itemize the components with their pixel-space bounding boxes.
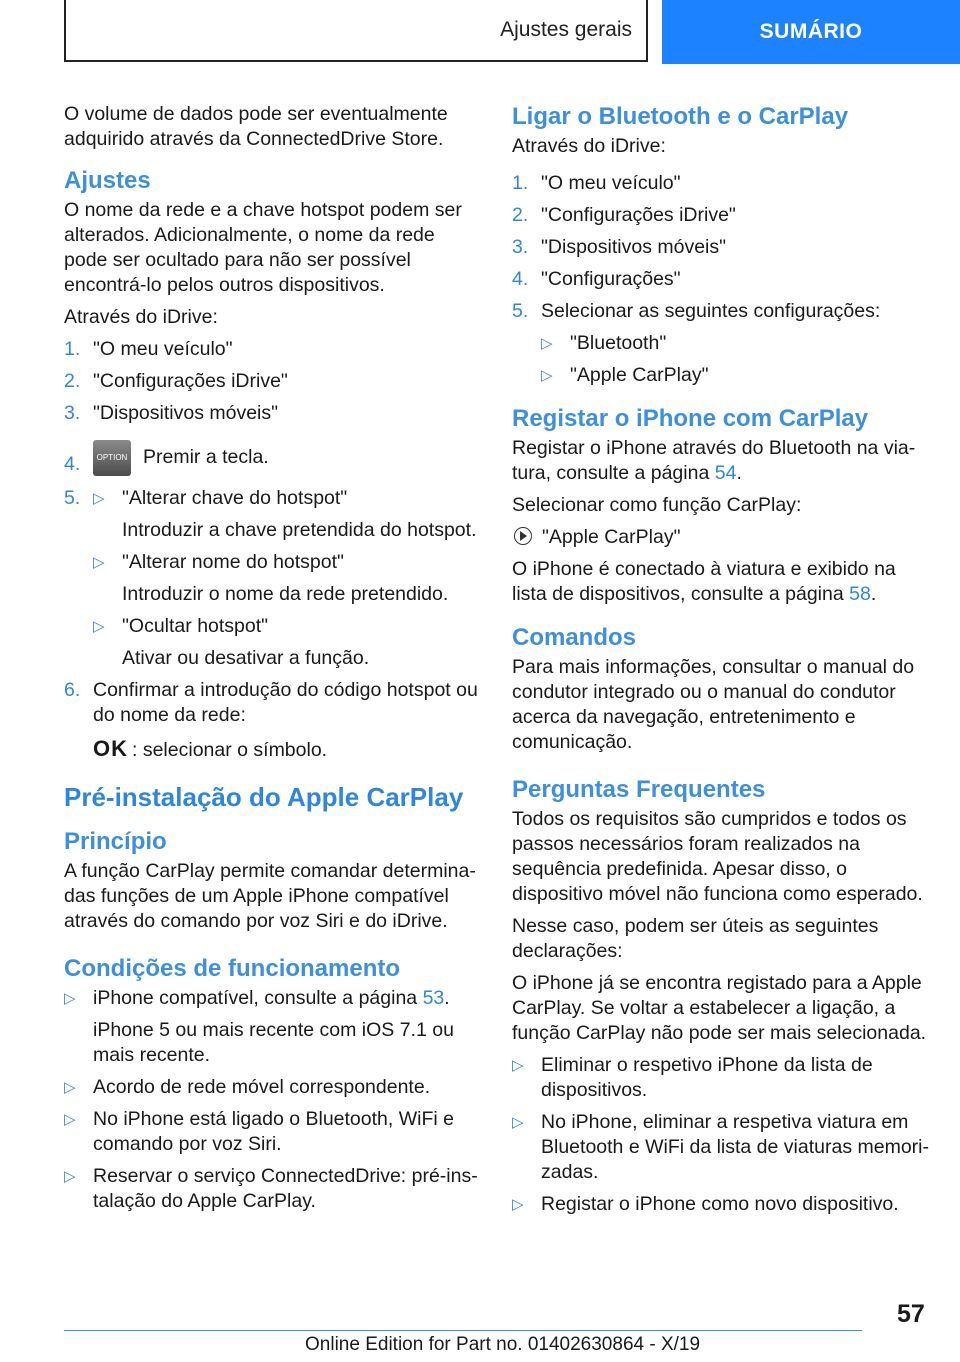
step5-options	[541, 331, 930, 388]
heading-ligar-bluetooth: Ligar o Bluetooth e o CarPlay	[512, 103, 849, 130]
triangle-bullet-icon: ▷	[512, 1057, 524, 1074]
right-column	[512, 102, 930, 1224]
triangle-bullet-icon: ▷	[64, 1079, 76, 1096]
footer-edition: Online Edition for Part no. 01402630864 - X/19	[305, 1334, 701, 1355]
ajustes-paragraph: O nome da rede e a chave hotspot podem ser alterados. Adicionalmente, o nome da rede pode ser ocultado para não ser possível encontrá-lo pelos outros dispositivos.	[64, 199, 462, 296]
heading-perguntas-frequentes: Perguntas Frequentes	[512, 776, 766, 803]
faq-list	[512, 1053, 930, 1217]
heading-registar-iphone: Registar o iPhone com CarPlay	[512, 405, 869, 432]
via-idrive: Através do iDrive:	[64, 306, 218, 328]
selecionar-funcao: Selecionar como função CarPlay:	[512, 494, 802, 516]
triangle-bullet-icon: ▷	[93, 618, 105, 635]
summary-link[interactable]	[662, 0, 960, 64]
list-item: ▷ Registar o iPhone como novo dispositivo.	[512, 1193, 899, 1215]
ok-icon: OK	[93, 736, 128, 761]
page-link-58[interactable]: 58	[849, 583, 871, 605]
list-item: 4. OPTION Premir a tecla.	[64, 440, 479, 476]
principio-paragraph: A função CarPlay permite comandar determinadas funções de um Apple iPhone compatível através do comando por voz Siri e do iDrive.	[64, 860, 476, 932]
triangle-bullet-icon: ▷	[541, 335, 553, 352]
triangle-bullet-icon: ▷	[93, 490, 105, 507]
faq-paragraph-2: Nesse caso, podem ser úteis as seguintes declarações:	[512, 915, 879, 962]
list-item: 2. "Configurações iDrive"	[64, 370, 288, 392]
triangle-bullet-icon: ▷	[512, 1196, 524, 1213]
section-title: Ajustes gerais	[500, 18, 632, 41]
heading-principio: Princípio	[64, 828, 167, 855]
bluetooth-steps	[512, 171, 930, 388]
comandos-paragraph: Para mais informações, consultar o manual do condutor integrado ou o manual do condutor acerca da navegação, entretenimento e comunicação.	[512, 656, 915, 753]
faq-paragraph-1: Todos os requisitos são cumpridos e todos os passos necessários foram realizados na sequência predefinida. Apesar disso, o dispositivo móvel não funciona como esperado.	[512, 808, 923, 905]
triangle-bullet-icon: ▷	[541, 367, 553, 384]
list-item: ▷ Eliminar o respetivo iPhone da lista de dispositivos.	[512, 1054, 873, 1101]
condicoes-list	[64, 986, 479, 1214]
page-link-53[interactable]: 53	[422, 987, 445, 1009]
conectado-paragraph: O iPhone é conectado à viatura e exibido na lista de dispositivos, consulte a página 58.	[512, 558, 896, 605]
triangle-bullet-icon: ▷	[93, 554, 105, 571]
left-column	[64, 102, 479, 1221]
list-item: 3. "Dispositivos móveis"	[512, 236, 727, 258]
list-item: 5. ▷ "Alterar chave do hotspot" Introduzir a chave pretendida do hotspot. ▷ "Alterar nome do hotspot" Introduzir o nome da rede pretendido. ▷ "Ocultar hotspot" Ativar ou desativar a função.	[64, 486, 479, 671]
heading-comandos: Comandos	[512, 624, 637, 651]
list-item: 1. "O meu veículo"	[512, 172, 681, 194]
list-item: 6. Confirmar a introdução do código hotspot ou do nome da rede: OK : selecionar o símbolo.	[64, 679, 478, 761]
heading-pre-instalacao: Pré-instalação do Apple CarPlay	[64, 782, 464, 812]
triangle-bullet-icon: ▷	[64, 990, 76, 1007]
list-item: ▷ "Bluetooth"	[541, 332, 667, 354]
faq-paragraph-3: O iPhone já se encontra registado para a Apple CarPlay. Se voltar a estabelecer a ligação, a função CarPlay não pode ser mais selecionada.	[512, 972, 927, 1044]
footer-divider	[64, 1330, 862, 1331]
list-item: ▷ No iPhone, eliminar a respetiva viatura em Bluetooth e WiFi da lista de viaturas memorizadas.	[512, 1111, 929, 1183]
list-item: ▷ "Apple CarPlay"	[541, 364, 709, 386]
list-item: 2. "Configurações iDrive"	[512, 204, 736, 226]
list-item: 3. "Dispositivos móveis"	[64, 402, 279, 424]
list-item: ▷ "Ocultar hotspot" Ativar ou desativar a função.	[93, 615, 370, 669]
list-item: ▷ Acordo de rede móvel correspondente.	[64, 1076, 431, 1098]
step5-options	[93, 486, 479, 671]
list-item: ▷ Reservar o serviço ConnectedDrive: pré-instalação do Apple CarPlay.	[64, 1165, 478, 1212]
registar-paragraph: Registar o iPhone através do Bluetooth na viatura, consulte a página 54.	[512, 437, 916, 484]
summary-label: SUMÁRIO	[759, 20, 863, 43]
triangle-bullet-icon: ▷	[64, 1168, 76, 1185]
list-item: ▷ iPhone compatível, consulte a página 53. iPhone 5 ou mais recente com iOS 7.1 ou mais recente.	[64, 987, 454, 1066]
ajustes-steps	[64, 337, 479, 763]
list-item: ▷ "Alterar nome do hotspot" Introduzir o nome da rede pretendido.	[93, 551, 449, 605]
list-item: ▷ "Alterar chave do hotspot" Introduzir a chave pretendida do hotspot.	[93, 487, 477, 541]
triangle-bullet-icon: ▷	[512, 1114, 524, 1131]
list-item: 1. "O meu veículo"	[64, 338, 233, 360]
intro-paragraph: O volume de dados pode ser eventualmente adquirido através da ConnectedDrive Store.	[64, 103, 448, 150]
list-item: ▷ No iPhone está ligado o Bluetooth, WiFi e comando por voz Siri.	[64, 1108, 454, 1155]
option-button-icon: OPTION	[93, 440, 131, 476]
triangle-bullet-icon: ▷	[64, 1111, 76, 1128]
header-section-title	[64, 0, 648, 62]
play-circle-icon	[514, 527, 532, 545]
page-number: 57	[897, 1300, 925, 1328]
via-idrive: Através do iDrive:	[512, 135, 666, 157]
apple-carplay-option: "Apple CarPlay"	[512, 525, 930, 550]
list-item: 5. Selecionar as seguintes configurações: ▷ "Bluetooth" ▷ "Apple CarPlay"	[512, 299, 930, 388]
list-item: 4. "Configurações"	[512, 268, 681, 290]
page-link-54[interactable]: 54	[714, 462, 737, 484]
heading-ajustes: Ajustes	[64, 167, 151, 194]
heading-condicoes: Condições de funcionamento	[64, 955, 401, 982]
